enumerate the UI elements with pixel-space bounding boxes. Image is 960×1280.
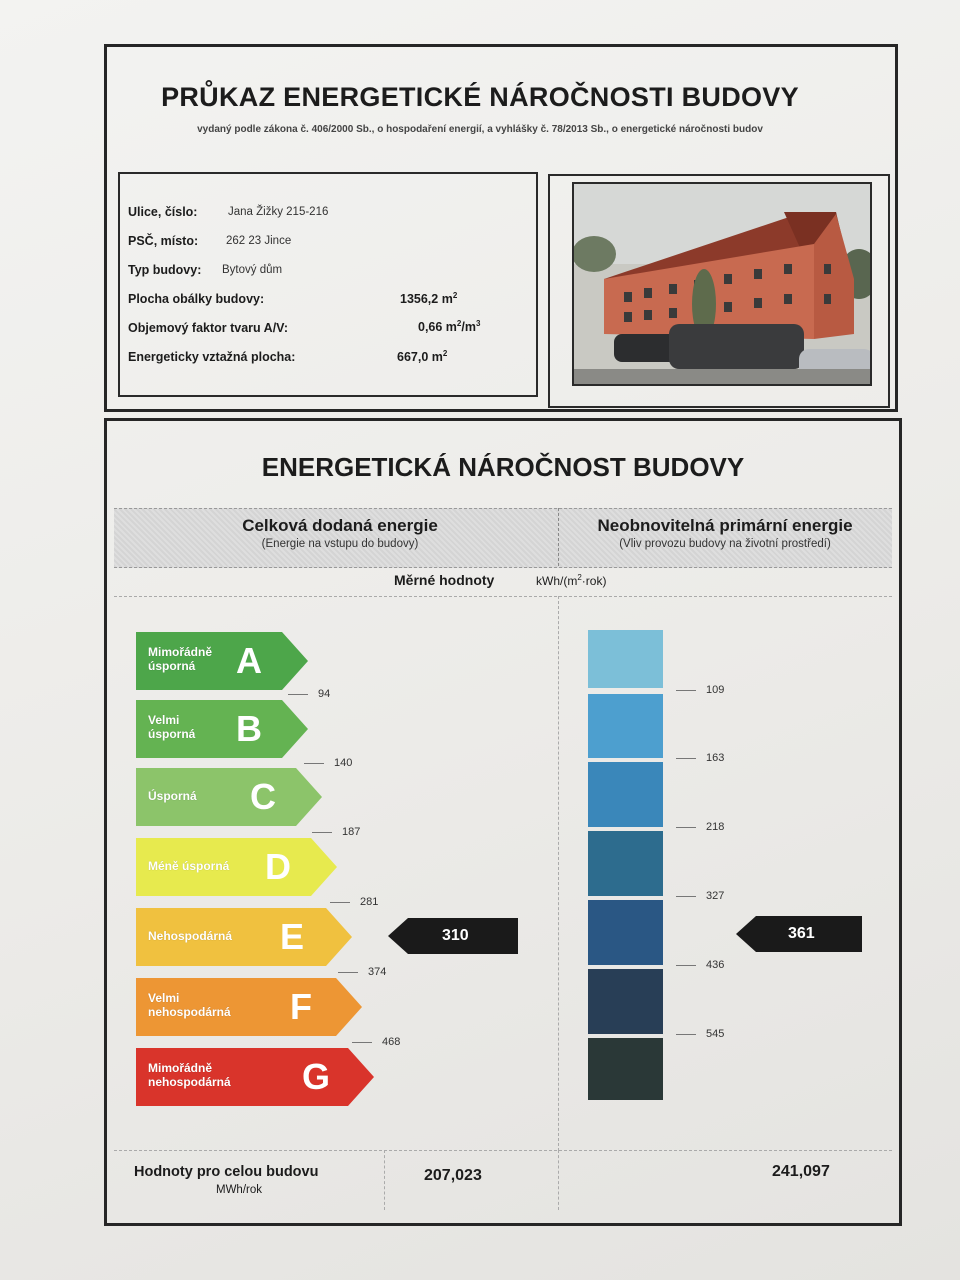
threshold-value: 374 [368, 966, 387, 978]
primary-scale-block [588, 630, 663, 688]
threshold-pointer [676, 896, 696, 897]
energy-class-letter: G [302, 1056, 331, 1097]
threshold-value: 545 [706, 1028, 725, 1040]
energy-class-label: Velmi úsporná [148, 713, 196, 741]
threshold-value: 327 [706, 890, 725, 902]
energy-class-letter: A [236, 640, 262, 681]
threshold-value: 468 [382, 1036, 401, 1048]
primary-scale-block [588, 900, 663, 965]
primary-scale-block [588, 694, 663, 758]
envelope-label: Plocha obálky budovy: [128, 292, 265, 306]
energy-class-letter: D [265, 846, 291, 887]
type-value: Bytový dům [222, 264, 283, 276]
threshold-pointer [676, 827, 696, 828]
threshold-value: 436 [706, 959, 725, 971]
threshold-value: 218 [706, 821, 725, 833]
energy-class-label: Nehospodárná [148, 929, 233, 943]
column-divider [558, 596, 559, 1151]
threshold-pointer [676, 1034, 696, 1035]
primary-energy-indicator [736, 916, 862, 952]
band-divider [558, 508, 559, 566]
threshold-value: 109 [706, 684, 725, 696]
energy-class-d [136, 838, 337, 896]
totals-divider [114, 1150, 892, 1151]
threshold-pointer [676, 690, 696, 691]
energy-class-label: Úsporná [148, 789, 197, 803]
delivered-energy-subheading: (Energie na vstupu do budovy) [261, 538, 419, 550]
factor-value: 0,66 $m^2/m^3$ [418, 319, 481, 335]
energy-class-g [136, 1048, 374, 1106]
threshold-pointer [338, 972, 358, 973]
certificate-title: PRŮKAZ ENERGETICKÉ NÁROČNOSTI BUDOVY [161, 82, 799, 112]
energy-class-a [136, 632, 308, 690]
envelope-value: 1356,2 $m^2$ [400, 291, 458, 307]
delivered-energy-indicator [388, 918, 518, 954]
totals-label: Hodnoty pro celou budovu [134, 1164, 319, 1180]
type-label: Typ budovy: [128, 263, 202, 277]
primary-energy-subheading: (Vliv provozu budovy na životní prostředí) [619, 538, 831, 550]
threshold-value: 281 [360, 896, 379, 908]
primary-scale-block [588, 969, 663, 1034]
units-divider [114, 596, 892, 597]
city-label: PSČ, místo: [128, 234, 199, 248]
street-label: Ulice, číslo: [128, 205, 198, 219]
energy-class-label: Mimořádně nehospodárná [148, 1061, 231, 1089]
threshold-pointer [288, 694, 308, 695]
threshold-value: 163 [706, 752, 725, 764]
energy-class-e [136, 908, 352, 966]
area-value: 667,0 $m^2$ [397, 349, 448, 365]
delivered-energy-total: 207,023 [424, 1167, 482, 1184]
primary-scale-block [588, 831, 663, 896]
threshold-pointer [312, 832, 332, 833]
energy-class-label: Velmi nehospodárná [148, 991, 231, 1019]
energy-class-letter: E [280, 916, 305, 957]
primary-energy-total: 241,097 [772, 1163, 830, 1180]
specific-values-label: Měrné hodnoty [394, 572, 495, 588]
threshold-pointer [304, 763, 324, 764]
threshold-value: 187 [342, 826, 361, 838]
threshold-pointer [330, 902, 350, 903]
threshold-pointer [676, 965, 696, 966]
energy-class-letter: F [290, 986, 312, 1027]
energy-class-b [136, 700, 308, 758]
delivered-energy-value: 310 [442, 927, 469, 944]
street-value: Jana Žižky 215-216 [228, 206, 329, 218]
totals-unit: MWh/rok [216, 1184, 262, 1196]
city-value: 262 23 Jince [226, 235, 292, 247]
primary-energy-heading: Neobnovitelná primární energie [597, 516, 853, 535]
primary-scale-block [588, 762, 663, 827]
threshold-value: 94 [318, 688, 331, 700]
energy-class-label: Mimořádně úsporná [148, 645, 213, 673]
threshold-pointer [676, 758, 696, 759]
threshold-value: 140 [334, 757, 353, 769]
factor-label: Objemový faktor tvaru A/V: [128, 321, 288, 335]
energy-class-f [136, 978, 362, 1036]
energy-class-label: Méně úsporná [148, 859, 230, 873]
building-photo [572, 182, 872, 386]
delivered-energy-heading: Celková dodaná energie [242, 516, 438, 535]
specific-values-unit: kWh/$(m^2\cdot rok)$ [536, 573, 607, 588]
primary-energy-value: 361 [788, 925, 815, 942]
energy-section-title: ENERGETICKÁ NÁROČNOST BUDOVY [261, 452, 745, 482]
energy-class-c [136, 768, 322, 826]
threshold-pointer [352, 1042, 372, 1043]
primary-scale-block [588, 1038, 663, 1100]
energy-class-letter: C [250, 776, 276, 817]
totals-col-divider-2 [558, 1150, 559, 1210]
area-label: Energeticky vztažná plocha: [128, 350, 296, 364]
energy-class-letter: B [236, 708, 262, 749]
totals-col-divider-1 [384, 1150, 385, 1210]
certificate-subtitle: vydaný podle zákona č. 406/2000 Sb., o hospodaření energií, a vyhlášky č. 78/2013 Sb., o energetické náročnosti budov [197, 124, 763, 135]
